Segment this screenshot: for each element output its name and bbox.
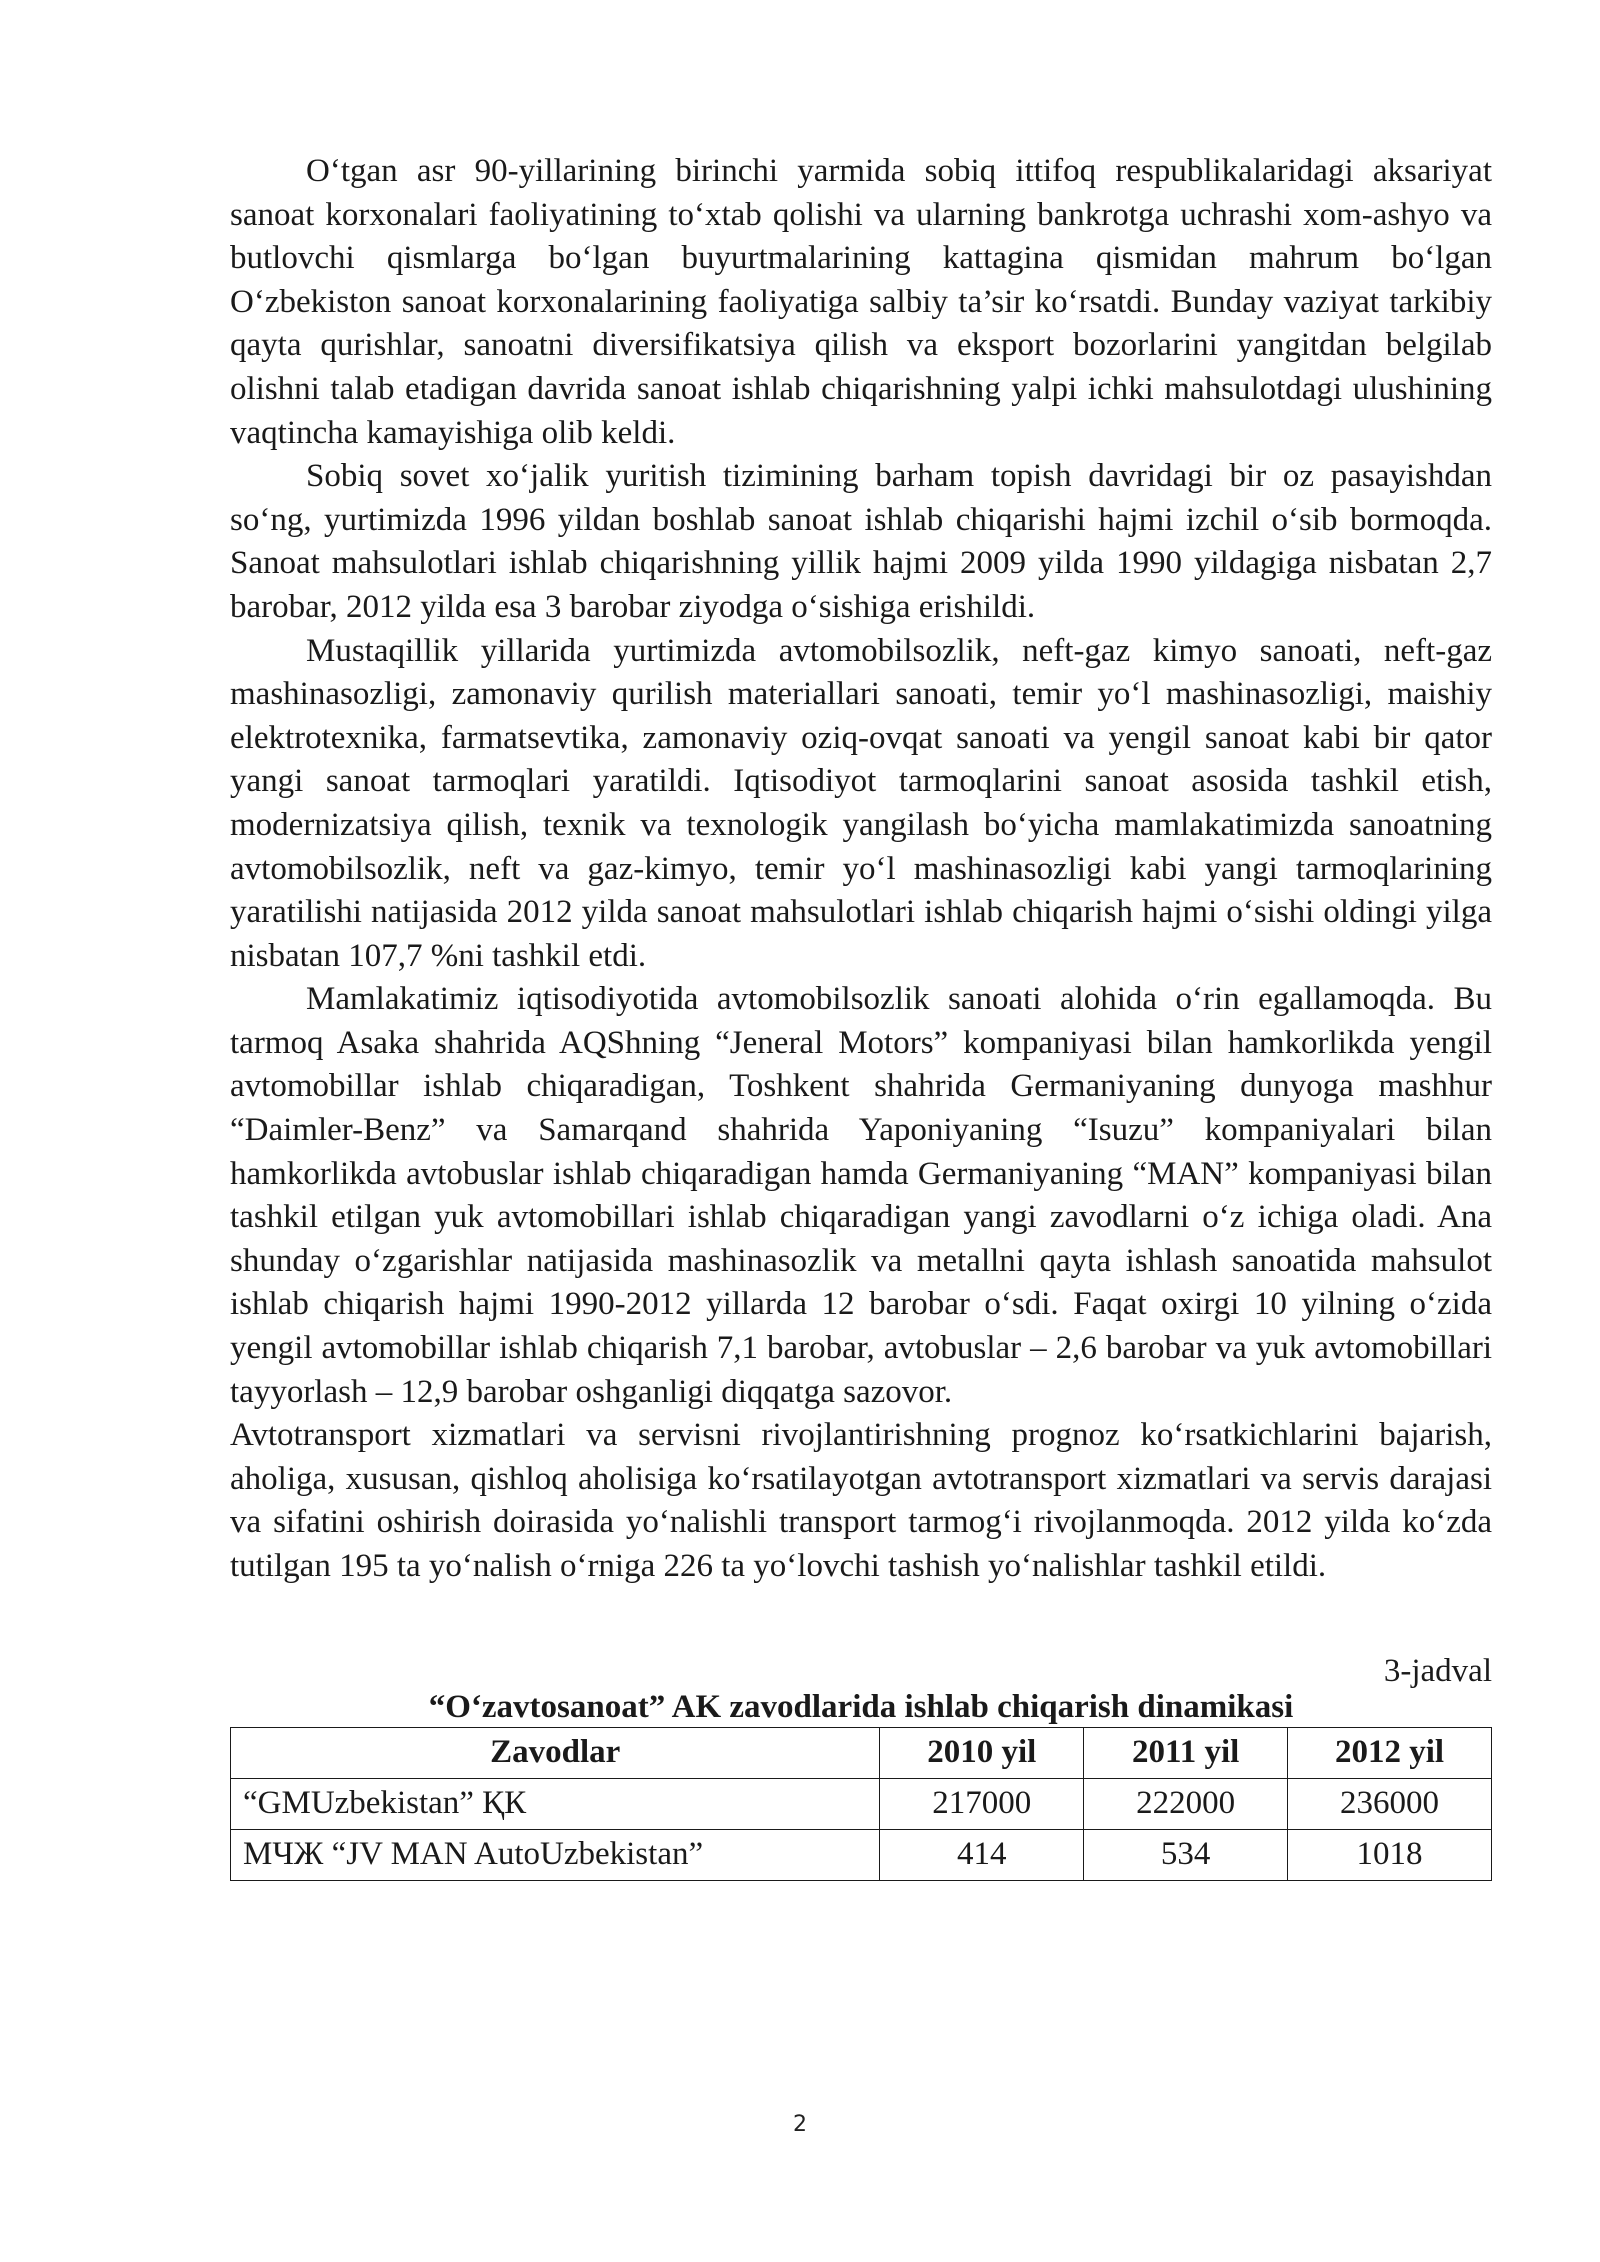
cell-factory-name: МЧЖ “JV MAN AutoUzbekistan” (231, 1829, 880, 1880)
header-zavodlar: Zavodlar (231, 1727, 880, 1778)
cell-value: 1018 (1288, 1829, 1492, 1880)
paragraph-5: Avtotransport xizmatlari va servisni rivojlantirishning prognoz ko‘rsatkichlarini bajarish, aholiga, xususan, qishloq aholisiga ko‘rsatilayotgan avtotransport xizmatlari va servis darajasi va sifatini oshirish doirasida yo‘nalishli transport tarmog‘i rivojlanmoqda. 2012 yilda ko‘zda tutilgan 195 ta yo‘nalish o‘rniga 226 ta yo‘lovchi tashish yo‘nalishlar tashkil etildi. (230, 1417, 1492, 1584)
table-row (231, 1778, 1492, 1829)
table-header-row (231, 1727, 1492, 1778)
cell-value: 414 (880, 1829, 1084, 1880)
header-2010: 2010 yil (880, 1727, 1084, 1778)
paragraph-3: Mustaqillik yillarida yurtimizda avtomobilsozlik, neft-gaz kimyo sanoati, neft-gaz mashinasozligi, zamonaviy qurilish materiallari sanoati, temir yo‘l mashinasozligi, maishiy elektrotexnika, farmatsevtika, zamonaviy oziq-ovqat sanoati va yengil sanoat kabi bir qator yangi sanoat tarmoqlari yaratildi. Iqtisodiyot tarmoqlarini sanoat asosida tashkil etish, modernizatsiya qilish, texnik va texnologik yangilash bo‘yicha mamlakatimizda sanoatning avtomobilsozlik, neft va gaz-kimyo, temir yo‘l mashinasozligi kabi yangi tarmoqlarining yaratilishi natijasida 2012 yilda sanoat mahsulotlari ishlab chiqarish hajmi o‘sishi oldingi yilga nisbatan 107,7 %ni tashkil etdi. (230, 632, 1492, 974)
table-title: “O‘zavtosanoat” AK zavodlarida ishlab chiqarish dinamikasi (428, 1688, 1294, 1725)
cell-value: 534 (1084, 1829, 1288, 1880)
paragraph-1: O‘tgan asr 90-yillarining birinchi yarmida sobiq ittifoq respublikalaridagi aksariyat sanoat korxonalari faoliyatining to‘xtab qolishi va ularning bankrotga uchrashi xom-ashyo va butlovchi qismlarga bo‘lgan buyurtmalarining kattagina qismidan mahrum bo‘lgan O‘zbekiston sanoat korxonalarining faoliyatiga salbiy ta’sir ko‘rsatdi. Bunday vaziyat tarkibiy qayta qurishlar, sanoatni diversifikatsiya qilish va eksport bozorlarini yangitdan belgilab olishni talab etadigan davrida sanoat ishlab chiqarishning yalpi ichki mahsulotdagi ulushining vaqtincha kamayishiga olib keldi. (230, 153, 1492, 451)
table-label: 3-jadval (1383, 1652, 1492, 1689)
production-table (230, 1727, 1492, 1881)
cell-factory-name: “GMUzbekistan” ҚК (231, 1778, 880, 1829)
document-page (230, 150, 1492, 1881)
header-2011: 2011 yil (1084, 1727, 1288, 1778)
paragraph-4: Mamlakatimiz iqtisodiyotida avtomobilsozlik sanoati alohida o‘rin egallamoqda. Bu tarmoq Asaka shahrida AQShning “Jeneral Motors” kompaniyasi bilan hamkorlikda yengil avtomobillar ishlab chiqaradigan, Toshkent shahrida Germaniyaning dunyoga mashhur “Daimler-Benz” va Samarqand shahrida Yaponiyaning “Isuzu” kompaniyalari bilan hamkorlikda avtobuslar ishlab chiqaradigan hamda Germaniyaning “MAN” kompaniyasi bilan tashkil etilgan yuk avtomobillari ishlab chiqaradigan yangi zavodlarni o‘z ichiga oladi. Ana shunday o‘zgarishlar natijasida mashinasozlik va metallni qayta ishlash sanoatida mahsulot ishlab chiqarish hajmi 1990-2012 yillarda 12 barobar o‘sdi. Faqat oxirgi 10 yilning o‘zida yengil avtomobillar ishlab chiqarish 7,1 barobar, avtobuslar – 2,6 barobar va yuk avtomobillari tayyorlash – 12,9 barobar oshganligi diqqatga sazovor. (230, 981, 1492, 1410)
page-number: 2 (793, 2112, 807, 2137)
cell-value: 236000 (1288, 1778, 1492, 1829)
paragraph-2: Sobiq sovet xo‘jalik yuritish tizimining barham topish davridagi bir oz pasayishdan so‘ng, yurtimizda 1996 yildan boshlab sanoat ishlab chiqarishi hajmi izchil o‘sib bormoqda. Sanoat mahsulotlari ishlab chiqarishning yillik hajmi 2009 yilda 1990 yildagiga nisbatan 2,7 barobar, 2012 yilda esa 3 barobar ziyodga o‘sishiga erishildi. (230, 458, 1492, 625)
cell-value: 217000 (880, 1778, 1084, 1829)
table-row (231, 1829, 1492, 1880)
header-2012: 2012 yil (1288, 1727, 1492, 1778)
cell-value: 222000 (1084, 1778, 1288, 1829)
